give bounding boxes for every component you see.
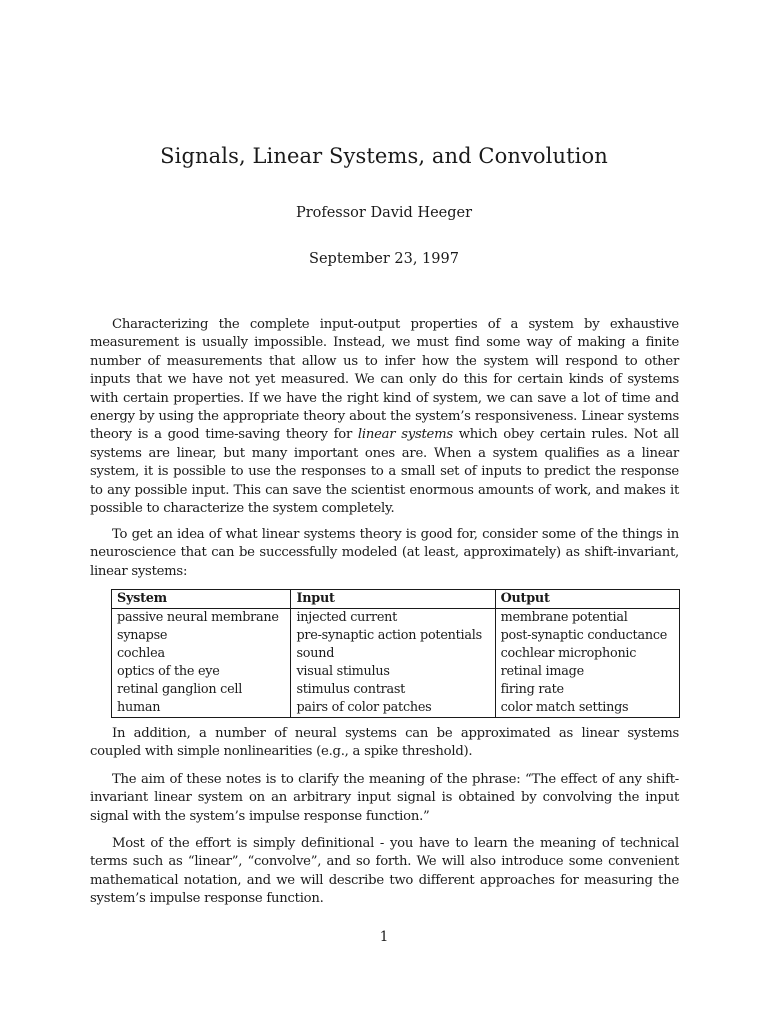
paragraph-examples — [90, 526, 679, 581]
paragraph-intro-text-2: which obey certain rules. Not all systems are linear, but many important ones are. When a system qualifies as a linear system, it is possible to use the responses to a small set of inputs to predict the response to any possible input. This can save the scientist enormous amounts of work, and makes it possible to characterize the system completely. — [90, 427, 680, 517]
systems-table — [111, 589, 680, 718]
table-cell-output: retinal image — [495, 663, 679, 681]
paragraph-effort — [90, 835, 679, 909]
table-cell-output: post-synaptic conductance — [495, 627, 679, 645]
table-cell-system: retinal ganglion cell — [112, 681, 291, 699]
table-cell-output: color match settings — [495, 699, 679, 718]
paragraph-examples-text: To get an idea of what linear systems theory is good for, consider some of the things in neuroscience that can be successfully modeled (at least, approximately) as shift-invariant, linear systems: — [90, 527, 679, 579]
table-row — [112, 681, 680, 699]
table-cell-output: firing rate — [495, 681, 679, 699]
table-row — [112, 609, 680, 628]
table-cell-input: stimulus contrast — [291, 681, 495, 699]
paragraph-intro-emphasis: linear systems — [357, 427, 453, 443]
table-cell-system: passive neural membrane — [112, 609, 291, 628]
table-cell-input: sound — [291, 645, 495, 663]
table-cell-input: visual stimulus — [291, 663, 495, 681]
table-cell-input: pre-synaptic action potentials — [291, 627, 495, 645]
paragraph-intro-text-1: Characterizing the complete input-output properties of a system by exhaustive measurement is usually impossible. Instead, we must find some way of making a finite number of measurements that allow us to infer how the system will respond to other inputs that we have not yet measured. We can only do this for certain kinds of systems with certain properties. If we have the right kind of system, we can save a lot of time and energy by using the appropriate theory about the system’s responsiveness. Linear systems theory is a good time-saving theory for — [90, 317, 679, 443]
table-cell-system: synapse — [112, 627, 291, 645]
table-header-input: Input — [291, 590, 495, 609]
table-cell-system: cochlea — [112, 645, 291, 663]
table-cell-input: pairs of color patches — [291, 699, 495, 718]
paragraph-aim-text: The aim of these notes is to clarify the meaning of the phrase: “The effect of any shift-invariant linear system on an arbitrary input signal is obtained by convolving the input signal with the system’s impulse response function.” — [90, 772, 679, 824]
table-row — [112, 699, 680, 718]
table-row — [112, 645, 680, 663]
table-header-output: Output — [495, 590, 679, 609]
table-row — [112, 663, 680, 681]
table-header-row — [112, 590, 680, 609]
paragraph-aim — [90, 771, 679, 826]
table-cell-output: membrane potential — [495, 609, 679, 628]
document-title: Signals, Linear Systems, and Convolution — [160, 144, 608, 168]
table-cell-system: optics of the eye — [112, 663, 291, 681]
paragraph-effort-text: Most of the effort is simply definitional - you have to learn the meaning of technical terms such as “linear”, “convolve”, and so forth. We will also introduce some convenient mathematical notation, and we will describe two different approaches for measuring the system’s impulse response function. — [90, 836, 679, 907]
table-header-system: System — [112, 590, 291, 609]
document-author: Professor David Heeger — [295, 205, 473, 221]
paragraph-intro — [90, 316, 679, 518]
table-cell-input: injected current — [291, 609, 495, 628]
table-cell-system: human — [112, 699, 291, 718]
table-cell-output: cochlear microphonic — [495, 645, 679, 663]
table-row — [112, 627, 680, 645]
page-number: 1 — [379, 929, 389, 945]
paragraph-nonlinear-text: In addition, a number of neural systems can be approximated as linear systems coupled with simple nonlinearities (e.g., a spike threshold). — [90, 726, 679, 760]
paragraph-nonlinear — [90, 725, 679, 762]
document-date: September 23, 1997 — [309, 251, 459, 267]
